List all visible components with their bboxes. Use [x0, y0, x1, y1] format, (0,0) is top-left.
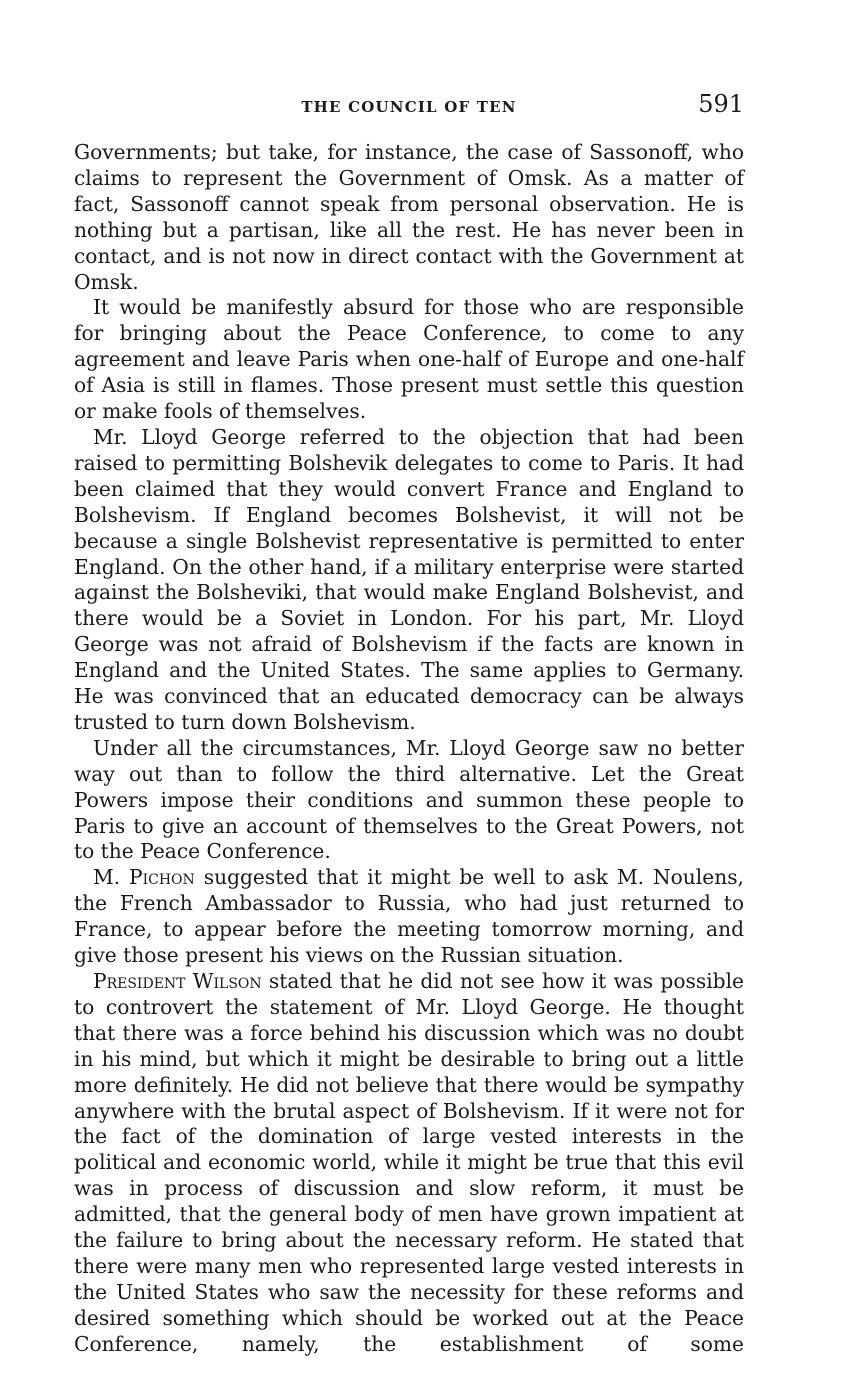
running-head: THE COUNCIL OF TEN — [301, 98, 517, 116]
paragraph-text: Mr. Lloyd George referred to the objection that had been raised to permitting Bolshevik delegates to come to Paris. It had been claimed that they would convert France and England to Bolshevism. If England becomes Bolshevist, it will not be because a single Bolshevist representative is permitted to enter England. On the other hand, if a military enterprise were started against the Bolsheviki, that would make England Bolshevist, and there would be a Soviet in London. For his part, Mr. Lloyd George was not afraid of Bolshevism if the facts are known in England and the United States. The same applies to Germany. He was convinced that an educated democracy can be always trusted to turn down Bolshevism. — [74, 424, 744, 734]
paragraph — [74, 736, 744, 866]
paragraph-text: It would be manifestly absurd for those who are responsible for bringing about the Peace Conference, to come to any agreement and leave Paris when one-half of Europe and one-half of Asia is still in flames. Those present must settle this question or make fools of themselves. — [74, 295, 744, 424]
paragraph — [74, 140, 744, 295]
paragraph — [74, 969, 744, 1358]
body-text — [74, 140, 744, 1358]
speaker-name: President Wilson — [93, 969, 262, 993]
paragraph-text: Governments; but take, for instance, the case of Sassonoff, who claims to represent the Government of Omsk. As a matter of fact, Sassonoff cannot speak from personal observation. He is nothing but a partisan, like all the rest. He has never been in contact, and is not now in direct contact with the Government at Omsk. — [74, 140, 744, 294]
page-header — [74, 90, 744, 124]
paragraph — [74, 425, 744, 736]
paragraph — [74, 865, 744, 969]
paragraph — [74, 295, 744, 425]
paragraph-text: stated that he did not see how it was possible to controvert the statement of Mr. Lloyd George. He thought that there was a force behind his discussion which was no doubt in his mind, but which it might be desirable to bring out a little more definitely. He did not believe that there would be sympathy anywhere with the brutal aspect of Bolshevism. If it were not for the fact of the domination of large vested interests in the political and economic world, while it might be true that this evil was in process of discussion and slow reform, it must be admitted, that the general body of men have grown impatient at the failure to bring about the necessary reform. He stated that there were many men who represented large vested interests in the United States who saw the necessity for these reforms and desired something which should be worked out at the Peace Conference, namely, the establishment of some — [74, 969, 745, 1356]
speaker-name: M. Pichon — [93, 865, 195, 890]
paragraph-text: suggested that it might be well to ask M. Noulens, the French Ambassador to Russia, who had just returned to France, to appear before the meeting tomorrow morning, and give those present his views on the Russian situation. — [74, 865, 744, 968]
page-number: 591 — [698, 90, 744, 118]
paragraph-text: Under all the circumstances, Mr. Lloyd George saw no better way out than to follow the third alternative. Let the Great Powers impose their conditions and summon these people to Paris to give an account of themselves to the Great Powers, not to the Peace Conference. — [74, 735, 744, 864]
